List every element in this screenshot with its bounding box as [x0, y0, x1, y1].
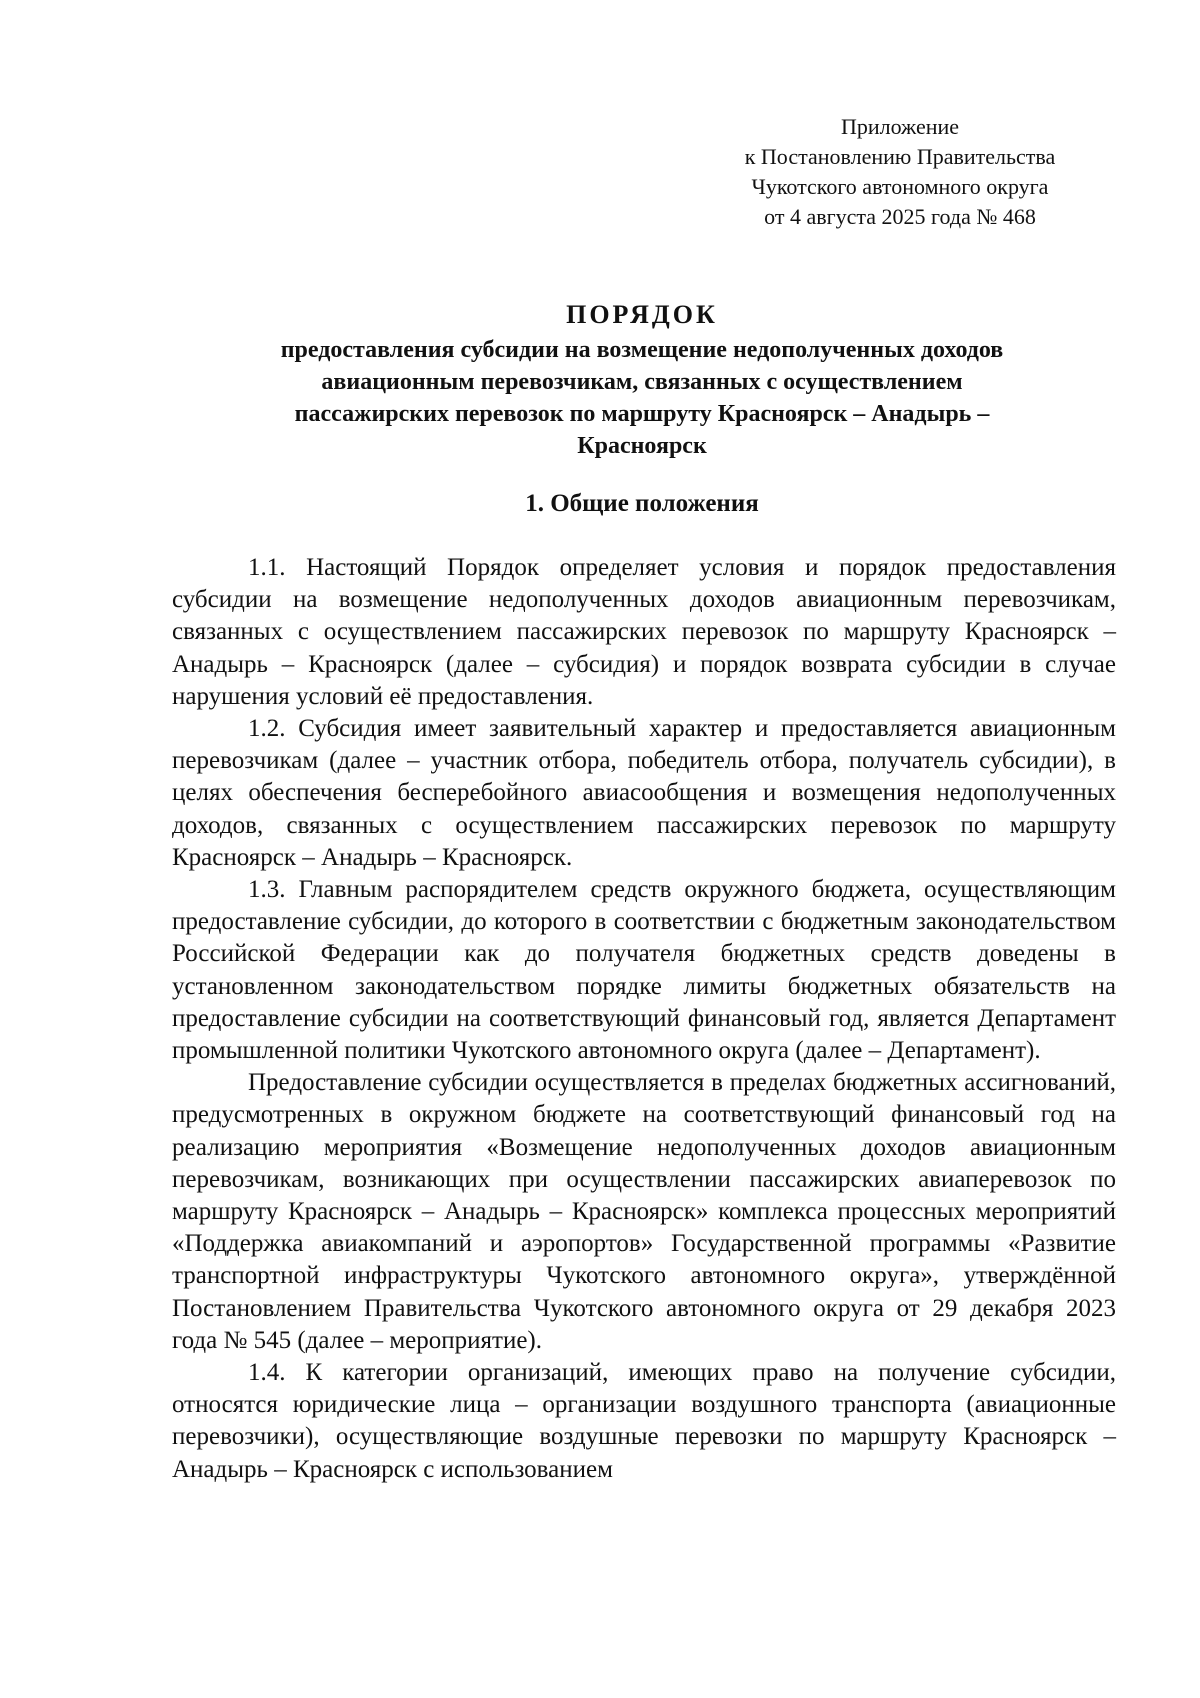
document-title	[150, 290, 1134, 462]
title-main: ПОРЯДОК	[566, 300, 718, 329]
appendix-line: от 4 августа 2025 года № 468	[764, 204, 1036, 229]
paragraph: 1.4. К категории организаций, имеющих право на получение субсидии, относятся юридические лица – организации воздушного транспорта (авиационные перевозчики), осуществляющие воздушные перевозки по маршруту Красноярск – Анадырь – Красноярск с использованием	[172, 1359, 1116, 1483]
section-body	[172, 552, 1116, 1486]
paragraph: 1.2. Субсидия имеет заявительный характер и предоставляется авиационным перевозчикам (далее – участник отбора, победитель отбора, получатель субсидии), в целях обеспечения бесперебойного авиасообщения и возмещения недополученных доходов, связанных с осуществлением пассажирских перевозок по маршруту Красноярск – Анадырь – Красноярск.	[172, 715, 1116, 871]
title-subtitle-line: Красноярск	[577, 433, 707, 459]
paragraph: Предоставление субсидии осуществляется в пределах бюджетных ассигнований, предусмотренных в окружном бюджете на соответствующий финансовый год на реализацию мероприятия «Возмещение недополученных доходов авиационным перевозчикам, возникающих при осуществлении пассажирских авиаперевозок по маршруту Красноярск – Анадырь – Красноярск» комплекса процессных мероприятий «Поддержка авиакомпаний и аэропортов» Государственной программы «Развитие транспортной инфраструктуры Чукотского автономного округа», утверждённой Постановлением Правительства Чукотского автономного округа от 29 декабря 2023 года № 545 (далее – мероприятие).	[172, 1069, 1116, 1354]
title-subtitle-line: авиационным перевозчикам, связанных с осуществлением	[321, 369, 963, 395]
appendix-line: Чукотского автономного округа	[751, 174, 1049, 199]
appendix-line: к Постановлению Правительства	[744, 144, 1056, 169]
appendix-block	[690, 112, 1110, 232]
section-heading: 1. Общие положения	[525, 490, 759, 517]
paragraph: 1.3. Главным распорядителем средств окружного бюджета, осуществляющим предоставление субсидии, до которого в соответствии с бюджетным законодательством Российской Федерации как до получателя бюджетных средств доведены в установленном законодательством порядке лимиты бюджетных обязательств на предоставление субсидии на соответствующий финансовый год, является Департамент промышленной политики Чукотского автономного округа (далее – Департамент).	[172, 876, 1116, 1065]
paragraph: 1.1. Настоящий Порядок определяет условия и порядок предоставления субсидии на возмещение недополученных доходов авиационным перевозчикам, связанных с осуществлением пассажирских перевозок по маршруту Красноярск – Анадырь – Красноярск (далее – субсидия) и порядок возврата субсидии в случае нарушения условий её предоставления.	[172, 554, 1116, 710]
title-subtitle-line: предоставления субсидии на возмещение недополученных доходов	[280, 337, 1004, 363]
title-subtitle-line: пассажирских перевозок по маршруту Красноярск – Анадырь –	[294, 401, 990, 427]
appendix-line: Приложение	[840, 114, 960, 139]
